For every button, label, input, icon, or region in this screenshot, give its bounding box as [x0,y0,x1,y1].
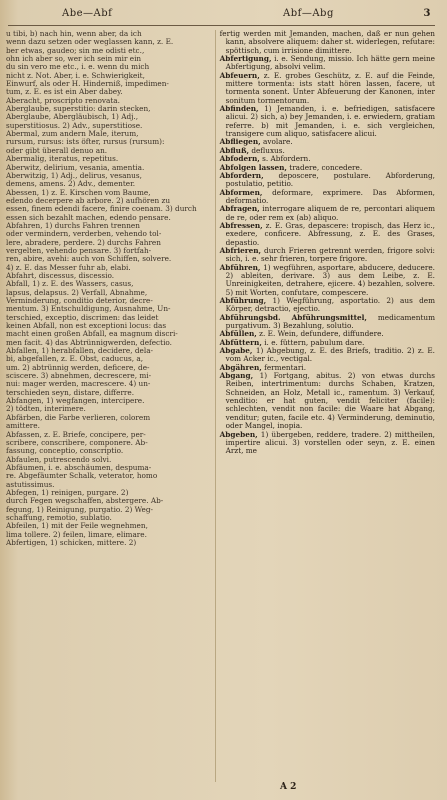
left-column-line: vergelten, vehendo pensare. 3) fortfah- [6,245,152,255]
left-column-line: Verminderung, conditio deterior, decre- [6,296,153,305]
left-column-line: Abermal, zum andern Male, iterum, [6,129,139,139]
dictionary-entry [220,247,435,264]
entry-definition: z. E. grobes Geschütz, z. E. auf die Feinde, mittere tormenta: ists statt hören lassen, facere, ut tormenta sonent. Unter Abfeuerung der Kanonen, inter sonitum tormentorum. [225,70,435,105]
left-column-line: astutissimus. [6,479,55,489]
left-column-line: bi, abgefallen, z. E. Obst, caducus, a, [6,354,144,364]
entry-headword: Abfinden, [219,104,259,114]
left-column-line: nui: mager werden, macrescere. 4) un- [6,379,151,389]
entry-definition: defluxus. [251,145,285,155]
left-column-line: Abfaulen, putrescendo solvi. [6,454,112,464]
left-column-line: Abfahrt, discessus, discessio. [6,270,115,280]
entry-definition: 1) wegführen, asportare, abducere, deducere. 2) ableiten, derivare. 3) aus dem Leibe, z. E. Unreinigkeiten, detrahere, ejicere. 4) bezahlen, solvere. 5) mit Worten, confutare, compescere. [225,262,435,297]
entry-headword: Abgabe, [219,346,253,356]
right-running-head: Abf—Abg [283,8,334,19]
left-column-line: Abfertigen, 1) schicken, mittere. 2) [6,537,137,547]
left-column-line: Abermalig, iteratus, repetitus. [6,154,119,164]
left-column-line: fassung, conceptio, conscriptio. [6,446,124,456]
left-column-line: Aberwitz, delirium, vesania, amentia. [6,162,145,172]
page-number: 3 [423,8,431,19]
left-column-line: mentum. 3) Entschuldigung, Ausnahme, Un- [6,304,171,314]
entry-headword: Abfolgen lassen, [219,162,287,172]
left-column-line: lima tollere. 2) feilen, limare, elimare. [6,529,147,539]
left-column-line: Abfangen, 1) wegfangen, intercipere. [6,396,145,406]
entry-headword: Abfodern, [219,154,260,164]
left-column-line: Abfassen, z. E. Briefe, concipere, per- [6,429,146,439]
left-column-line: Abfeilen, 1) mit der Feile wegnehmen, [6,521,148,531]
left-column-line: Aberacht, proscripto renovata. [6,95,120,105]
left-column-line: tum, z. E. es ist ein Aber dabey. [6,87,123,97]
left-column-line: Einwurf, als oder H. Hinderniß, impedimen- [6,79,169,89]
left-column-line: rursum, rursus: ists öfter, rursus (rursum): [6,137,165,147]
left-column-line: demens, amens. 2) Adv., dementer. [6,179,136,189]
left-column-line: Abfahren, 1) durchs Fahren trennen [6,220,140,230]
left-column-line: wenn dazu setzen oder weglassen kann, z. E. [6,37,174,47]
left-column-line: men facit. 4) das Abtrünnigwerden, defectio. [6,337,172,347]
entry-definition: fertig werden mit Jemanden, machen, daß er nun gehen kann, absolvere aliquem: daher st. widerlegen, refutare: spöttisch, cum irrisione dimittere. [219,30,435,55]
left-column-line: Abessen, 1) z. E. Kirschen vom Baume, [6,187,151,197]
entry-definition: deposcere, postulare. Abforderung, postulatio, petitio. [225,170,435,189]
right-column [215,30,435,782]
entry-definition: i. e. füttern, pabulum dare. [264,337,365,347]
left-column-line: Abfegen, 1) reinigen, purgare. 2) [6,487,129,497]
dictionary-entry [220,189,435,206]
left-column-line: edendo decerpere ab arbore. 2) aufhören zu [6,195,171,205]
entry-headword: Abfrieren, [219,245,262,255]
entry-definition: z. E. Gras, depascere: tropisch, das Herz ic., exedere, conficere. Abfressung, z. E. des Grases, depastio. [225,220,435,247]
entry-headword: Abfüttern, [219,337,262,347]
dictionary-entry [220,372,435,430]
entry-definition: durch Frieren getrennt werden, frigore solvi: sich, i. e. sehr frieren, torpere frigore. [225,245,435,264]
left-column-line: re. Abgefäumter Schalk, veterator, homo [6,471,158,481]
entry-definition: tradere, concedere. [289,162,363,172]
dictionary-entry [220,431,435,456]
left-column-line: essen, finem edendi facere, finire coenam. 3) durch [6,204,197,214]
entry-definition: deformare, exprimere. Das Abformen, deformatio. [225,187,435,205]
left-column-line: scribere, conscribere, componere. Ab- [6,437,148,447]
left-column-line: macht einen großen Abfall, ea magnum discri- [6,329,178,339]
entry-definition: avolare. [263,137,293,147]
left-column-line: lapsus, delapsus. 2) Verfall, Abnahme, [6,287,148,297]
left-column-line: Aberglaube, Abergläubisch, 1) Adj., [6,112,139,122]
left-column-line: Abfäumen, i. e. abschäumen, despuma- [6,462,152,472]
left-column-line: du sin vero me etc., i. e. wenn du mich [6,62,150,72]
running-header [0,8,447,24]
left-column [6,30,215,782]
dictionary-entry [220,72,435,105]
left-column-line: keinen Abfall, non est exceptioni locus: das [6,321,167,331]
signature-mark: A 2 [280,782,297,792]
entry-headword: Abfragen, [219,204,260,214]
entry-headword: Abfliegen, [219,137,261,147]
left-column-line: terschied, exceptio, discrimen: das leidet [6,312,159,322]
left-column-line: sciscere. 3) abnehmen, decrescere, mi- [6,371,152,381]
entry-headword: Abfordern, [219,170,264,180]
left-column-line: terschieden seyn, distare, differre. [6,387,135,397]
left-column-line: ohn ich aber so, wer ich sein mir ein [6,54,142,64]
entry-headword: Abfluß, [219,145,250,155]
entry-definition: 1) Fortgang, abitus. 2) von etwas durchs Reiben, intertrimentum: durchs Schaben, Kratzen, Schneiden, an Holz, Metall ic., ramentum. 3) Verkauf, venditio: er hat guten, vendit feliciter (facile): schlechten, vendit non facile: die Waare hat Abgang, venditur; guten, facile etc. 4) Verminderung, deminutio, oder Mangel, inopia. [225,371,435,431]
entry-definition: i. e. Sendung, missio. Ich hätte gern meine Abfertigung, absolvi velim. [225,54,435,72]
entry-headword: Abführung, [219,296,267,305]
entry-definition: z. E. Wein, defundere, diffundere. [259,329,384,339]
left-column-line: Abfallen, 1) herabfallen, decidere, dela- [6,346,154,356]
entry-definition: 1) Abgebung, z. E. des Briefs, traditio. 2) z. E. vom Acker ic., vectigal. [225,346,435,364]
entry-headword: Abfressen, [219,220,263,230]
entry-definition: s. Abfordern. [262,154,311,164]
header-rule [8,25,435,26]
entry-definition: interrogare aliquem de re, percontari aliquem de re, oder rem ex (ab) aliquo. [225,204,435,222]
entry-definition: fermentari. [264,362,307,372]
dictionary-entry [220,105,435,138]
left-column-line: Aberwitzig, 1) Adj., delirus, vesanus, [6,170,142,180]
left-column-line: 2) tödten, interimere. [6,404,86,414]
left-column-line: essen sich bezahlt machen, edendo pensare. [6,212,171,222]
entry-headword: Abgeben, [219,429,258,439]
entry-headword: Abgähren, [219,362,262,372]
left-column-line: durch Fegen wegschaffen, abstergere. Ab- [6,496,164,506]
left-column-line: ber etwas, gaudeo; sin me odisti etc., [6,45,145,55]
entry-headword: Abführungsbd. Abführungsmittel, [219,312,367,322]
dictionary-entry [220,222,435,247]
entry-headword: Abfertigung, [219,54,272,64]
dictionary-entry [220,314,435,331]
entry-definition: 1) Wegführung, asportatio. 2) aus dem Körper, detractio, ejectio. [225,296,435,314]
dictionary-entry [220,264,435,297]
entry-headword: Abformen, [219,187,263,197]
dictionary-entry [220,172,435,189]
entry-headword: Abfüllen, [219,329,257,339]
left-column-line: superstitiosus. 2) Adv., superstitiose. [6,120,143,130]
entry-headword: Abfeuern, [219,70,260,80]
left-column-line: oder gibt überall denuo an. [6,145,108,155]
left-column-line: fegung, 1) Reinigung, purgatio. 2) Weg- [6,504,153,514]
two-column-body [6,30,435,782]
dictionary-entry [220,347,435,364]
dictionary-entry [220,55,435,72]
left-column-line: u tibi, b) nach hin, wenn aber, da ich [6,30,142,38]
entry-headword: Abführen, [219,262,261,272]
left-running-head: Abe—Abf [62,8,113,19]
entry-definition: 1) übergeben, reddere, tradere. 2) mittheilen, impertire alicui. 3) vorstellen oder seyn, z. E. einen Arzt, me [225,429,435,456]
left-column-line: Aberglaube, superstitio: darin stecken, [6,104,151,114]
left-column-line: um. 2) abtrünnig werden, deficere, de- [6,362,150,372]
dictionary-entry [220,297,435,314]
left-column-line: amittere. [6,421,40,431]
left-column-line: schaffung, remotio, sublatio. [6,512,112,522]
dictionary-entry [220,30,435,55]
left-column-line: ren, abire, avehi: auch von Schiffen, solvere. [6,254,172,264]
entry-headword: Abgang, [219,371,254,381]
left-column-line: oder vermindern, verderben, vehendo tol- [6,229,162,239]
left-column-line: lere, abradere, perdere. 2) durchs Fahren [6,237,161,247]
left-column-line: Abfall, 1) z. E. des Wassers, casus, [6,279,134,289]
left-column-line: nicht z. Not. Aber, i. e. Schwierigkeit, [6,70,145,80]
left-column-line: 4) z. E. das Messer fuhr ab, elabi. [6,262,131,272]
dictionary-entry [220,205,435,222]
entry-definition: medicamentum purgativum. 3) Bezahlung, solutio. [225,312,435,331]
entry-definition: 1) Jemanden, i. e. befriedigen, satisfacere alicui. 2) sich, a) bey Jemanden, i. e. erwiedern, gratiam referre. b) mit Jemanden, i. e. sich vergleichen, transigere cum aliquo, satisfacere alicui. [225,104,435,139]
left-column-line: Abfärben, die Farbe verlieren, colorem [6,412,151,422]
